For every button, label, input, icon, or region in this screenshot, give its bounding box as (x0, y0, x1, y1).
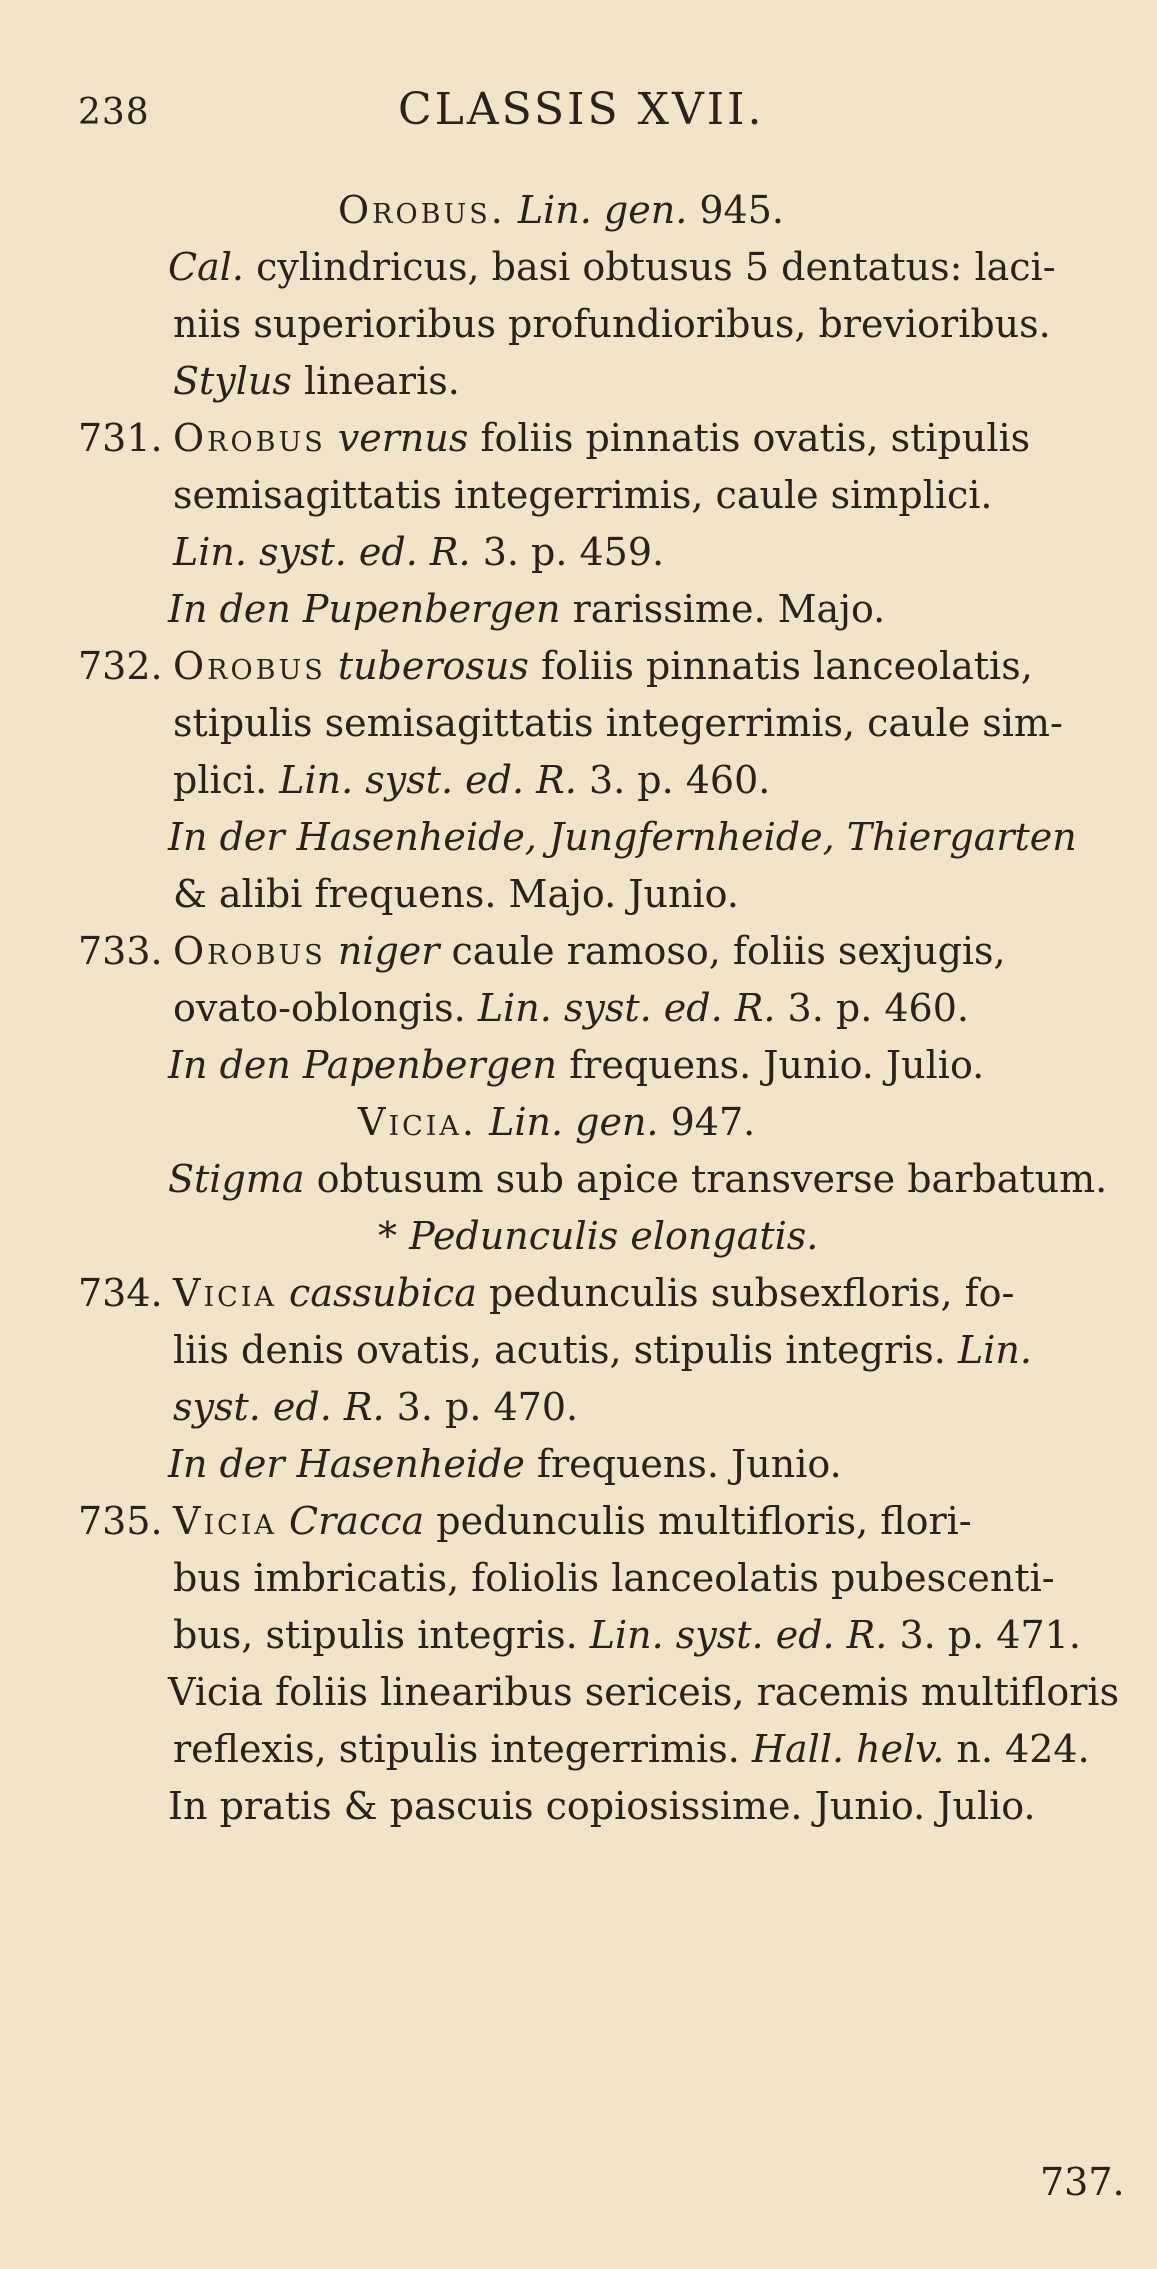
entry-locality: In den Pupenbergen (168, 587, 561, 631)
entry-species: niger (337, 929, 440, 973)
entry-text: stipulis semisagittatis integerrimis, caule sim- (173, 701, 1063, 745)
entry-locality-note: rarissime. Majo. (572, 587, 886, 631)
entry-735-line-3 (78, 1607, 1098, 1664)
stigma-line (78, 1151, 1108, 1208)
entry-synonym: reflexis, stipulis integerrimis. (173, 1727, 740, 1771)
stylus-label: Stylus (173, 359, 292, 403)
entry-text: foliis pinnatis lanceolatis, (540, 644, 1033, 688)
entry-735-line-1 (78, 1493, 1098, 1550)
entry-locality: In pratis & pascuis copiosissime. Junio. Julio. (168, 1784, 1036, 1828)
entry-species: tuberosus (337, 644, 529, 688)
entry-731-line-1 (78, 410, 1098, 467)
genus-reference: Lin. gen. (517, 188, 688, 232)
entry-reference-page: 3. p. 470. (396, 1385, 579, 1429)
entry-733-line-2 (78, 980, 1098, 1037)
entry-locality: In der Hasenheide, Jungfernheide, Thiergarten (168, 815, 1077, 859)
stylus-line (78, 353, 1098, 410)
entry-synonym: Vicia foliis linearibus sericeis, racemis multifloris (168, 1670, 1120, 1714)
entry-733-locality (78, 1037, 1098, 1094)
entry-735-synonym-1 (78, 1664, 1120, 1721)
entry-locality: In der Hasenheide (168, 1442, 525, 1486)
entry-735-synonym-2 (78, 1721, 1098, 1778)
entry-731-locality (78, 581, 1098, 638)
entry-733-line-1 (78, 923, 1098, 980)
entry-731-line-2 (78, 467, 1098, 524)
entry-number: 732. (78, 644, 163, 688)
entry-text: caule ramoso, foliis sexjugis, (451, 929, 1006, 973)
entry-number: 734. (78, 1271, 163, 1315)
entry-number: 733. (78, 929, 163, 973)
entry-735-locality (78, 1778, 1098, 1835)
entry-text: bus imbricatis, foliolis lanceolatis pubescenti- (173, 1556, 1055, 1600)
entry-genus: Orobus (173, 644, 326, 688)
entry-reference: syst. ed. R. (173, 1385, 385, 1429)
genus-reference: Lin. gen. (489, 1100, 659, 1144)
entry-reference-page: 3. p. 460. (787, 986, 969, 1030)
entry-synonym-reference: Hall. helv. (751, 1727, 945, 1771)
entry-number: 735. (78, 1499, 163, 1543)
entry-text: semisagittatis integerrimis, caule simplici. (173, 473, 993, 517)
stylus-text: linearis. (304, 359, 460, 403)
entry-locality-note: frequens. Junio. Julio. (569, 1043, 985, 1087)
entry-text: pedunculis subsexfloris, fo- (488, 1271, 1015, 1315)
section-heading: * Pedunculis elongatis. (378, 1214, 819, 1258)
entry-genus: Vicia (173, 1499, 277, 1543)
entry-reference: Lin. syst. ed. R. (173, 530, 471, 574)
genus-heading-vicia (78, 1094, 1098, 1151)
entry-species: cassubica (289, 1271, 477, 1315)
entry-locality-note: & alibi frequens. Majo. Junio. (173, 872, 739, 916)
entry-734-line-1 (78, 1265, 1098, 1322)
entry-732-line-2 (78, 695, 1098, 752)
entry-reference-page: 3. p. 471. (899, 1613, 1081, 1657)
entry-reference: Lin. syst. ed. R. (589, 1613, 888, 1657)
entry-reference-page: 3. p. 460. (588, 758, 771, 802)
calyx-line-1 (78, 239, 1098, 296)
genus-reference-number: 945. (699, 188, 784, 232)
entry-text: bus, stipulis integris. (173, 1613, 578, 1657)
entry-734-line-3 (78, 1379, 1098, 1436)
entry-text: liis denis ovatis, acutis, stipulis integris. (173, 1328, 946, 1372)
entry-locality-note: frequens. Junio. (536, 1442, 842, 1486)
entry-735-line-2 (78, 1550, 1098, 1607)
entry-reference: Lin. (957, 1328, 1032, 1372)
running-head: CLASSIS XVII. (398, 84, 765, 135)
entry-number: 731. (78, 416, 163, 460)
page-number: 238 (78, 92, 150, 133)
entry-locality: In den Papenbergen (168, 1043, 557, 1087)
entry-genus: Orobus (173, 416, 326, 460)
genus-name: Vicia. (358, 1100, 478, 1144)
calyx-line-2 (78, 296, 1098, 353)
calyx-text-1: cylindricus, basi obtusus 5 dentatus: laci- (256, 245, 1056, 289)
entry-species: vernus (337, 416, 469, 460)
stigma-label: Stigma (168, 1157, 305, 1201)
entry-species: Cracca (289, 1499, 425, 1543)
genus-heading-orobus (78, 182, 1098, 239)
entry-genus: Vicia (173, 1271, 277, 1315)
entry-reference: Lin. syst. ed. R. (477, 986, 776, 1030)
entry-734-locality (78, 1436, 1098, 1493)
entry-text: plici. (173, 758, 268, 802)
entry-genus: Orobus (173, 929, 326, 973)
genus-name: Orobus. (338, 188, 506, 232)
entry-734-line-2 (78, 1322, 1098, 1379)
entry-text: ovato-oblongis. (173, 986, 466, 1030)
entry-732-line-1 (78, 638, 1098, 695)
entry-reference: Lin. syst. ed. R. (279, 758, 577, 802)
catchword: 737. (1040, 2160, 1125, 2204)
page-body (78, 182, 1120, 1835)
entry-text: pedunculis multifloris, flori- (436, 1499, 972, 1543)
genus-reference-number: 947. (670, 1100, 756, 1144)
calyx-label: Cal. (168, 245, 244, 289)
entry-732-locality-2 (78, 866, 1098, 923)
entry-reference-page: 3. p. 459. (482, 530, 665, 574)
entry-732-line-3 (78, 752, 1098, 809)
stigma-text: obtusum sub apice transverse barbatum. (316, 1157, 1108, 1201)
entry-731-line-3 (78, 524, 1098, 581)
entry-synonym-reference-number: n. 424. (956, 1727, 1090, 1771)
entry-732-locality (78, 809, 1098, 866)
calyx-text-2: niis superioribus profundioribus, brevioribus. (173, 302, 1051, 346)
page-header (78, 84, 1088, 144)
entry-text: foliis pinnatis ovatis, stipulis (480, 416, 1031, 460)
